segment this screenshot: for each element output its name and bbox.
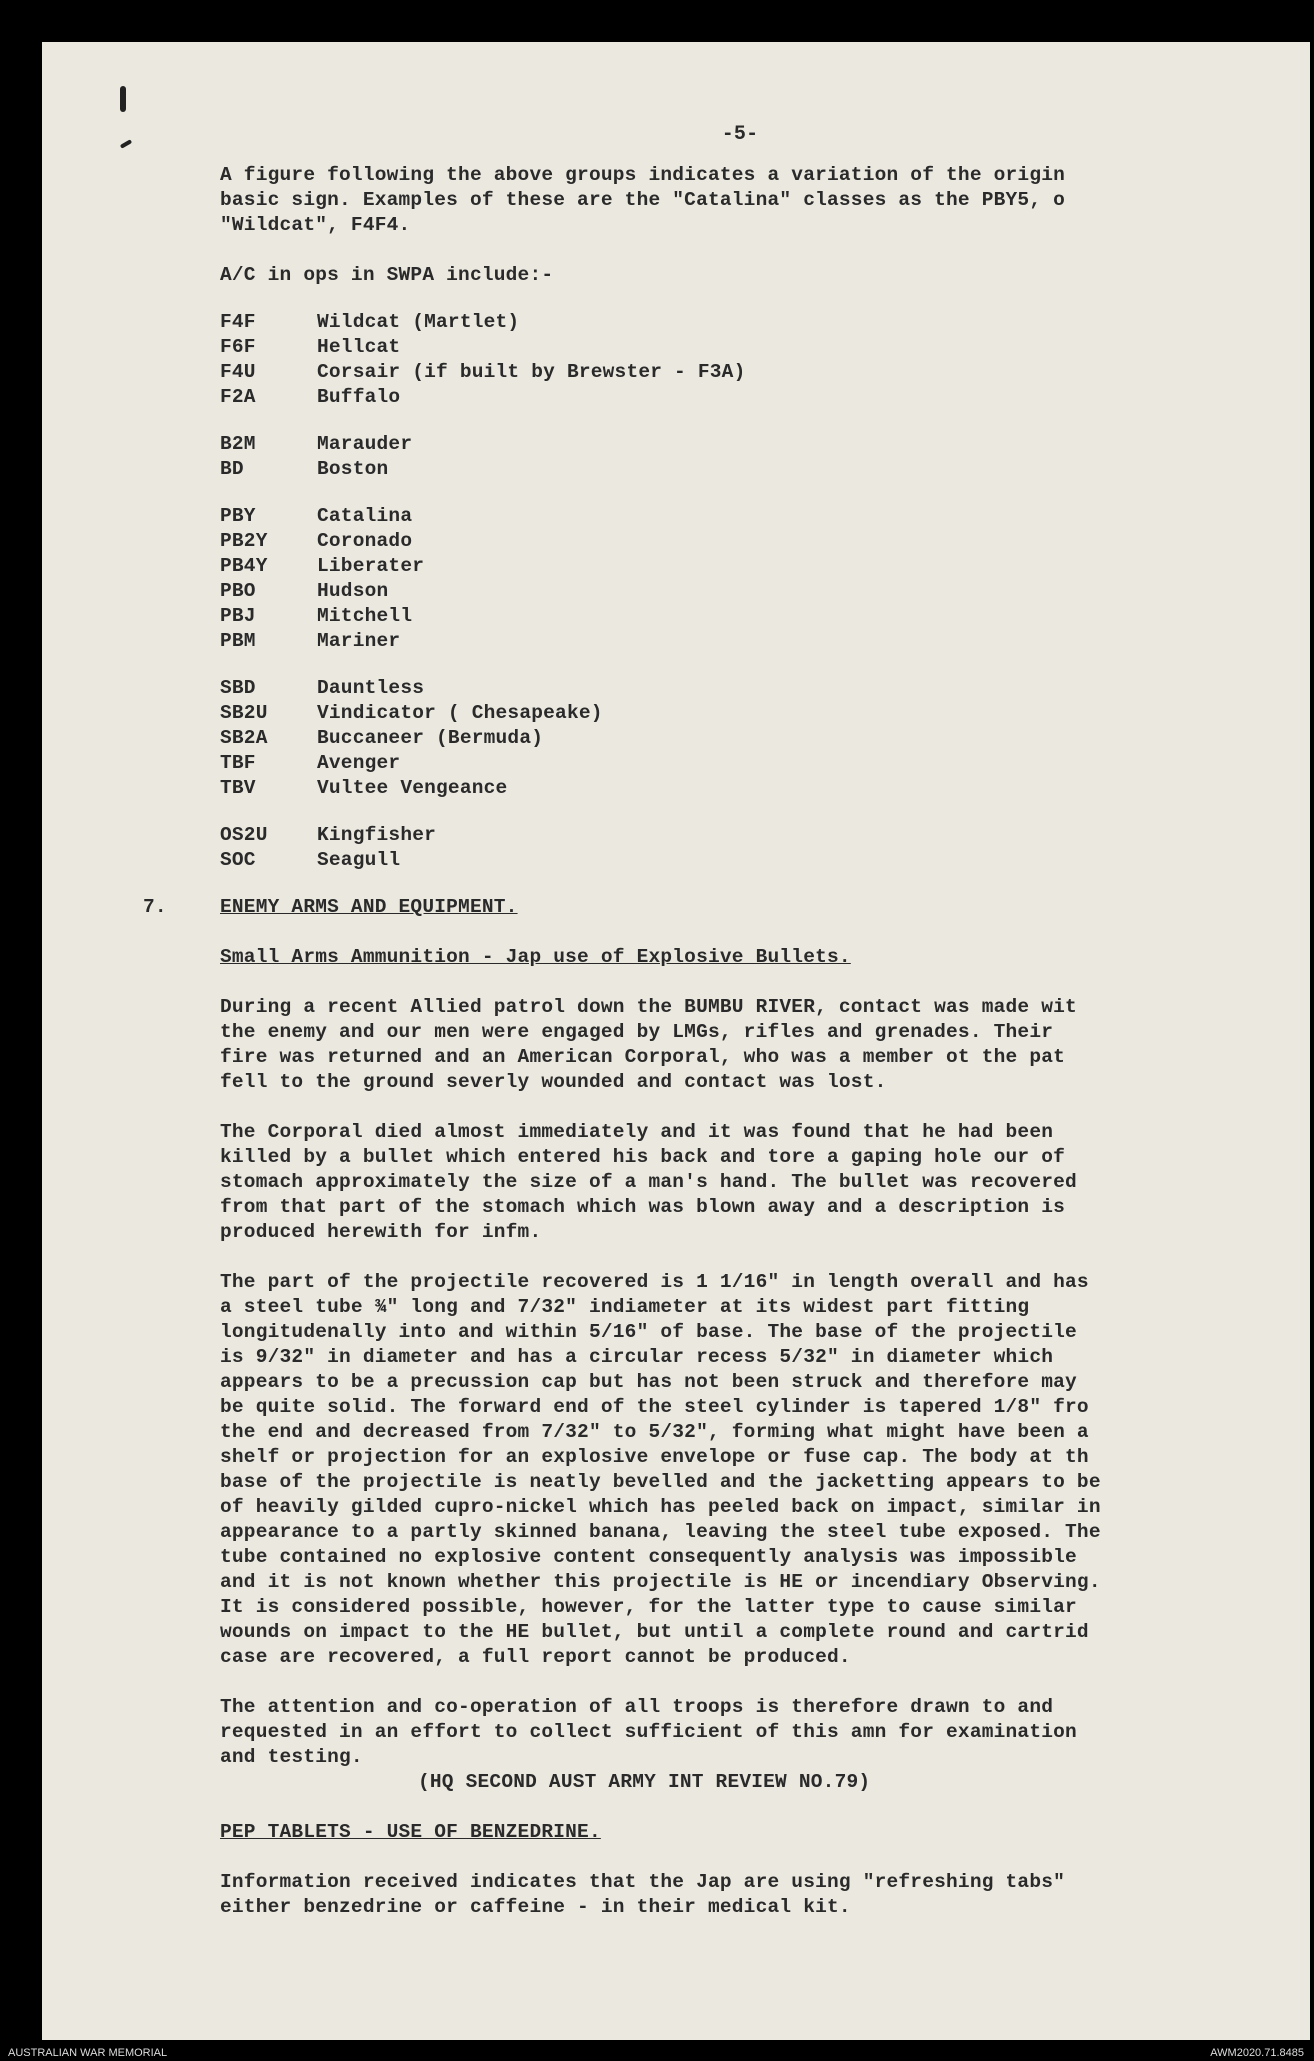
subsection-title: PEP TABLETS - USE OF BENZEDRINE.	[220, 1821, 601, 1843]
aircraft-name: Liberater	[317, 555, 425, 577]
text-line: killed by a bullet which entered his back and tore a gaping hole our of	[220, 1146, 1066, 1168]
aircraft-group	[220, 310, 1140, 410]
aircraft-code: F6F	[220, 336, 256, 358]
text-line: from that part of the stomach which was blown away and a description is	[220, 1196, 1066, 1218]
aircraft-row	[220, 385, 1140, 410]
text-line: It is considered possible, however, for the latter type to cause similar	[220, 1596, 1077, 1618]
text-line: "Wildcat", F4F4.	[220, 214, 411, 236]
aircraft-code: SBD	[220, 677, 256, 699]
aircraft-name: Catalina	[317, 505, 413, 527]
aircraft-code: PBY	[220, 505, 256, 527]
intro-paragraph	[220, 163, 1140, 238]
text-line: be quite solid. The forward end of the steel cylinder is tapered 1/8" fro	[220, 1396, 1089, 1418]
section-number: 7.	[143, 896, 167, 918]
aircraft-code: PBJ	[220, 605, 256, 627]
aircraft-code: F4U	[220, 361, 256, 383]
aircraft-code: OS2U	[220, 824, 268, 846]
aircraft-code: PB4Y	[220, 555, 268, 577]
aircraft-row	[220, 726, 1140, 751]
aircraft-row	[220, 335, 1140, 360]
aircraft-row	[220, 776, 1140, 801]
aircraft-code: F2A	[220, 386, 256, 408]
aircraft-row	[220, 529, 1140, 554]
text-line: The part of the projectile recovered is 1 1/16" in length overall and has	[220, 1271, 1089, 1293]
aircraft-name: Boston	[317, 458, 389, 480]
paragraph	[220, 1270, 1140, 1670]
document-page	[42, 42, 1310, 2040]
aircraft-name: Kingfisher	[317, 824, 437, 846]
aircraft-code: SB2A	[220, 727, 268, 749]
text-line: fire was returned and an American Corporal, who was a member ot the pat	[220, 1046, 1066, 1068]
text-line: produced herewith for infm.	[220, 1221, 542, 1243]
aircraft-list-heading: A/C in ops in SWPA include:-	[220, 264, 554, 286]
aircraft-code: PB2Y	[220, 530, 268, 552]
aircraft-group	[220, 504, 1140, 654]
text-line: The Corporal died almost immediately and it was found that he had been	[220, 1121, 1054, 1143]
text-line: of heavily gilded cupro-nickel which has peeled back on impact, similar in	[220, 1496, 1101, 1518]
aircraft-row	[220, 604, 1140, 629]
text-line: appears to be a precussion cap but has not been struck and therefore may	[220, 1371, 1077, 1393]
aircraft-name: Hudson	[317, 580, 389, 602]
aircraft-code: SOC	[220, 849, 256, 871]
text-line: tube contained no explosive content consequently analysis was impossible	[220, 1546, 1077, 1568]
paragraph	[220, 1695, 1140, 1770]
aircraft-list	[220, 310, 1140, 895]
section-title: ENEMY ARMS AND EQUIPMENT.	[220, 896, 518, 918]
aircraft-code: BD	[220, 458, 244, 480]
aircraft-row	[220, 848, 1140, 873]
aircraft-row	[220, 554, 1140, 579]
aircraft-code: SB2U	[220, 702, 268, 724]
text-line: case are recovered, a full report cannot be produced.	[220, 1646, 851, 1668]
aircraft-name: Coronado	[317, 530, 413, 552]
aircraft-row	[220, 360, 1140, 385]
text-line: base of the projectile is neatly bevelled and the jacketting appears to be	[220, 1471, 1101, 1493]
aircraft-code: PBM	[220, 630, 256, 652]
aircraft-name: Vindicator ( Chesapeake)	[317, 702, 603, 724]
text-line: During a recent Allied patrol down the BUMBU RIVER, contact was made wit	[220, 996, 1077, 1018]
text-line: and testing.	[220, 1746, 363, 1768]
footer-accession-number: AWM2020.71.8485	[1210, 2047, 1304, 2059]
aircraft-name: Avenger	[317, 752, 401, 774]
text-line: is 9/32" in diameter and has a circular recess 5/32" in diameter which	[220, 1346, 1054, 1368]
text-line: and it is not known whether this projectile is HE or incendiary Observing.	[220, 1571, 1101, 1593]
aircraft-row	[220, 310, 1140, 335]
aircraft-name: Wildcat (Martlet)	[317, 311, 520, 333]
aircraft-name: Mariner	[317, 630, 401, 652]
text-line: requested in an effort to collect sufficient of this amn for examination	[220, 1721, 1077, 1743]
aircraft-row	[220, 579, 1140, 604]
text-line: the enemy and our men were engaged by LMGs, rifles and grenades. Their	[220, 1021, 1054, 1043]
aircraft-group	[220, 432, 1140, 482]
text-line: longitudenally into and within 5/16" of base. The base of the projectile	[220, 1321, 1077, 1343]
text-line: The attention and co-operation of all troops is therefore drawn to and	[220, 1696, 1054, 1718]
aircraft-name: Seagull	[317, 849, 401, 871]
aircraft-name: Buccaneer (Bermuda)	[317, 727, 544, 749]
aircraft-group	[220, 676, 1140, 801]
text-line: basic sign. Examples of these are the "Catalina" classes as the PBY5, o	[220, 189, 1066, 211]
page-number: -5-	[721, 123, 759, 146]
section-heading	[143, 895, 1140, 920]
ink-blot-mark	[120, 139, 132, 148]
aircraft-name: Buffalo	[317, 386, 401, 408]
text-line: A figure following the above groups indicates a variation of the origin	[220, 164, 1066, 186]
subsection-body	[220, 1870, 1140, 1945]
aircraft-name: Mitchell	[317, 605, 413, 627]
text-line: stomach approximately the size of a man's hand. The bullet was recovered	[220, 1171, 1077, 1193]
text-line: a steel tube ¾" long and 7/32" indiameter at its widest part fitting	[220, 1296, 1030, 1318]
aircraft-row	[220, 457, 1140, 482]
aircraft-code: PBO	[220, 580, 256, 602]
aircraft-name: Marauder	[317, 433, 413, 455]
subsection-body	[220, 995, 1140, 1770]
subsection-title: Small Arms Ammunition - Jap use of Explosive Bullets.	[220, 946, 851, 968]
text-line: the end and decreased from 7/32" to 5/32", forming what might have been a	[220, 1421, 1089, 1443]
text-line: shelf or projection for an explosive envelope or fuse cap. The body at th	[220, 1446, 1089, 1468]
aircraft-row	[220, 504, 1140, 529]
aircraft-row	[220, 676, 1140, 701]
aircraft-code: B2M	[220, 433, 256, 455]
aircraft-name: Hellcat	[317, 336, 401, 358]
aircraft-name: Corsair (if built by Brewster - F3A)	[317, 361, 746, 383]
source-reference: (HQ SECOND AUST ARMY INT REVIEW NO.79)	[418, 1771, 871, 1793]
aircraft-row	[220, 701, 1140, 726]
aircraft-group	[220, 823, 1140, 873]
aircraft-code: TBV	[220, 777, 256, 799]
text-line: appearance to a partly skinned banana, leaving the steel tube exposed. The	[220, 1521, 1101, 1543]
ink-blot-mark	[120, 86, 126, 112]
archive-footer	[0, 2046, 1314, 2061]
aircraft-name: Vultee Vengeance	[317, 777, 508, 799]
typed-document	[143, 122, 1140, 1945]
text-line: either benzedrine or caffeine - in their medical kit.	[220, 1896, 851, 1918]
text-line: wounds on impact to the HE bullet, but until a complete round and cartrid	[220, 1621, 1089, 1643]
text-line: Information received indicates that the Jap are using "refreshing tabs"	[220, 1871, 1066, 1893]
aircraft-code: TBF	[220, 752, 256, 774]
aircraft-row	[220, 823, 1140, 848]
paragraph	[220, 1870, 1140, 1920]
aircraft-name: Dauntless	[317, 677, 425, 699]
aircraft-row	[220, 432, 1140, 457]
aircraft-row	[220, 751, 1140, 776]
aircraft-row	[220, 629, 1140, 654]
footer-institution: AUSTRALIAN WAR MEMORIAL	[8, 2047, 168, 2059]
text-line: fell to the ground severly wounded and contact was lost.	[220, 1071, 887, 1093]
paragraph	[220, 1120, 1140, 1245]
aircraft-code: F4F	[220, 311, 256, 333]
paragraph	[220, 995, 1140, 1095]
